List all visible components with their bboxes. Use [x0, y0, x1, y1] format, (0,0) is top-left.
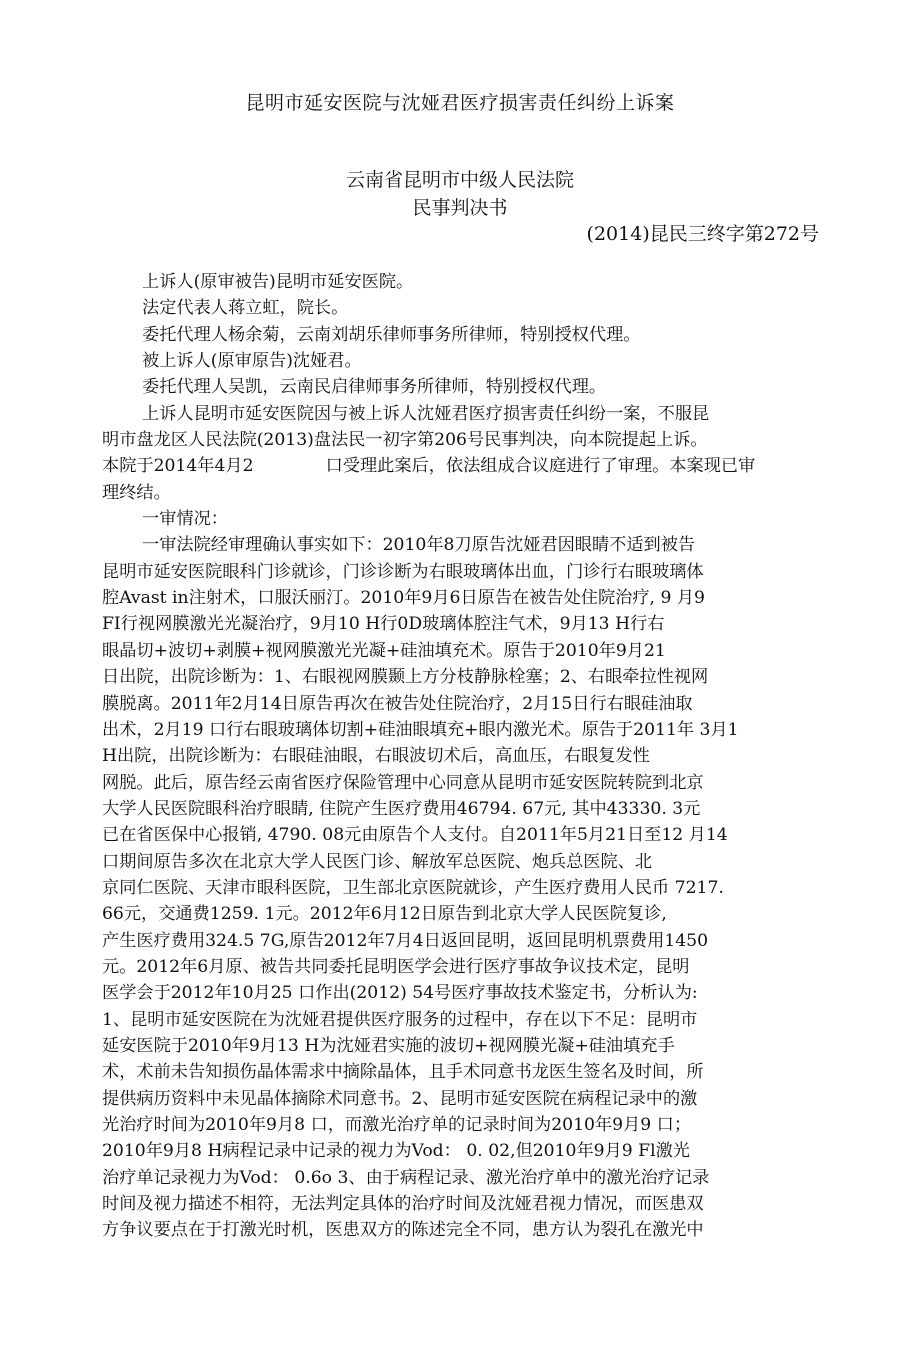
body-line-text: 腔Avast in注射术，口服沃丽汀。2010年9月6日原告在被告处住院治疗, 9 月9 [102, 588, 705, 609]
body-line-text: 一审情况： [142, 509, 228, 530]
body-line [102, 770, 822, 796]
body-line-text: 延安医院于2010年9月13 H为沈娅君实施的波切+视网膜光凝+硅油填充手 [102, 1035, 675, 1056]
body-line [102, 717, 822, 743]
body-line [102, 1059, 822, 1085]
body-line-text: 光治疗时间为2010年9月8 口，而激光治疗单的记录时间为2010年9月9 口； [102, 1115, 692, 1135]
document-type: 民事判决书 [412, 197, 508, 219]
case-number: (2014)昆民三终字第272号 [586, 223, 819, 245]
body-line-text: 2010年9月8 H病程记录中记录的视力为Vod： 0. 02,但2010年9月9 Fl激光 [102, 1141, 690, 1162]
body-line-text: 日出院，出院诊断为：1、右眼视网膜颞上方分枝静脉栓塞；2、右眼牵拉性视网 [102, 667, 709, 688]
body-line [102, 1217, 822, 1243]
body-line-text: 网脱。此后，原告经云南省医疗保险管理中心同意从昆明市延安医院转院到北京 [102, 772, 704, 793]
body-line-text: 提供病历资料中未见晶体摘除术同意书。2、昆明市延安医院在病程记录中的激 [102, 1088, 698, 1109]
body-line-text: FI行视网膜激光光凝治疗，9月10 H行0D玻璃体腔注气术，9月13 H行右 [102, 614, 665, 635]
body-line-text: 上诉人(原审被告)昆明市延安医院。 [142, 272, 414, 292]
body-line [102, 875, 822, 901]
body-line-text: 膜脱离。2011年2月14日原告再次在被告处住院治疗，2月15日行右眼硅油取 [102, 693, 693, 714]
body-line-text: 委托代理人杨余菊，云南刘胡乐律师事务所律师，特别授权代理。 [142, 324, 641, 345]
body-line [102, 1138, 822, 1164]
body-line [102, 453, 822, 479]
body-line-text: 本院于2014年4月2 [102, 456, 254, 477]
body-line-text: 京同仁医院、天津市眼科医院，卫生部北京医院就诊，产生医疗费用人民币 7217. [102, 877, 724, 898]
body-line [102, 954, 822, 980]
body-line-text: 66元，交通费1259. 1元。2012年6月12日原告到北京大学人民医院复诊, [102, 904, 667, 925]
body-line [102, 980, 822, 1006]
body-line-text: 已在省医保中心报销, 4790. 08元由原告个人支付。自2011年5月21日至12 月14 [102, 825, 728, 846]
body-line [102, 1112, 822, 1138]
body-line [102, 374, 822, 400]
body-line-text-continued: 口受理此案后，依法组成合议庭进行了审理。本案现已审 [325, 456, 756, 477]
body-line [102, 638, 822, 664]
body-line-text: 法定代表人蒋立虹，院长。 [142, 298, 349, 319]
body-line-text: 一审法院经审理确认事实如下：2010年8刀原告沈娅君因眼睛不适到被告 [142, 535, 696, 556]
body-line [102, 1086, 822, 1112]
body-line-text: 上诉人昆明市延安医院因与被上诉人沈娅君医疗损害责任纠纷一案，不服昆 [142, 403, 710, 424]
body-line [102, 691, 822, 717]
body-line [102, 401, 822, 427]
body-line-text: 产生医疗费用324.5 7G,原告2012年7月4日返回昆明，返回昆明机票费用1450 [102, 930, 709, 951]
body-line [102, 1165, 822, 1191]
body-line-text: 理终结。 [102, 482, 171, 503]
body-line [102, 1191, 822, 1217]
body-line [102, 928, 822, 954]
document-title: 昆明市延安医院与沈娅君医疗损害责任纠纷上诉案 [245, 92, 675, 114]
body-line-text: 委托代理人吴凯，云南民启律师事务所律师，特别授权代理。 [142, 377, 607, 398]
body-line [102, 532, 822, 558]
body-line [102, 427, 822, 453]
body-line-text: 医学会于2012年10月25 口作出(2012) 54号医疗事故技术鉴定书，分析认为: [102, 983, 698, 1004]
body-line [102, 585, 822, 611]
body-line [102, 348, 822, 374]
body-line-text: 方争议要点在于打激光时机，医患双方的陈述完全不同，患方认为裂孔在激光中 [102, 1220, 704, 1241]
body-line-text: 时间及视力描述不相符，无法判定具体的治疗时间及沈娅君视力情况，而医患双 [102, 1194, 704, 1215]
body-line-text: 眼晶切+波切+剥膜+视网膜激光光凝+硅油填充术。原告于2010年9月21 [102, 640, 666, 661]
body-line-text: 元。2012年6月原、被告共同委托昆明医学会进行医疗事故争议技术定，昆明 [102, 956, 690, 977]
body-line [102, 295, 822, 321]
body-line [102, 822, 822, 848]
body-line [102, 664, 822, 690]
body-line [102, 1007, 822, 1033]
body-line [102, 901, 822, 927]
body-line [102, 611, 822, 637]
body-line-text: 被上诉人(原审原告)沈娅君。 [142, 351, 362, 372]
body-line-text: 出术，2月19 口行右眼玻璃体切割+硅油眼填充+眼内激光术。原告于2011年 3月1 [102, 719, 739, 740]
body-line-text: 术，术前未告知损伤晶体需求中摘除晶体，且手术同意书龙医生签名及时间，所 [102, 1062, 704, 1083]
judgment-body [102, 269, 822, 1244]
body-line-text: 1、昆明市延安医院在为沈娅君提供医疗服务的过程中，存在以下不足：昆明市 [102, 1009, 698, 1030]
body-line [102, 796, 822, 822]
body-line-text: H出院，出院诊断为：右眼硅油眼，右眼波切术后，高血压，右眼复发性 [102, 746, 650, 767]
body-line-text: 明市盘龙区人民法院(2013)盘法民一初字第206号民事判决，向本院提起上诉。 [102, 430, 708, 451]
body-line-text: 口期间原告多次在北京大学人民医门诊、解放军总医院、炮兵总医院、北 [102, 851, 653, 872]
body-line [102, 559, 822, 585]
body-line [102, 849, 822, 875]
body-line-text: 昆明市延安医院眼科门诊就诊，门诊诊断为右眼玻璃体出血，门诊行右眼玻璃体 [102, 561, 704, 582]
court-name: 云南省昆明市中级人民法院 [345, 169, 574, 191]
body-line [102, 506, 822, 532]
body-line [102, 269, 822, 295]
body-line [102, 1033, 822, 1059]
body-line [102, 480, 822, 506]
body-line-text: 治疗单记录视力为Vod： 0.6o 3、由于病程记录、激光治疗单中的激光治疗记录 [102, 1167, 710, 1188]
body-line-text: 大学人民医院眼科治疗眼睛, 住院产生医疗费用46794. 67元, 其中43330. 3元 [102, 798, 701, 819]
body-line [102, 743, 822, 769]
body-line [102, 322, 822, 348]
